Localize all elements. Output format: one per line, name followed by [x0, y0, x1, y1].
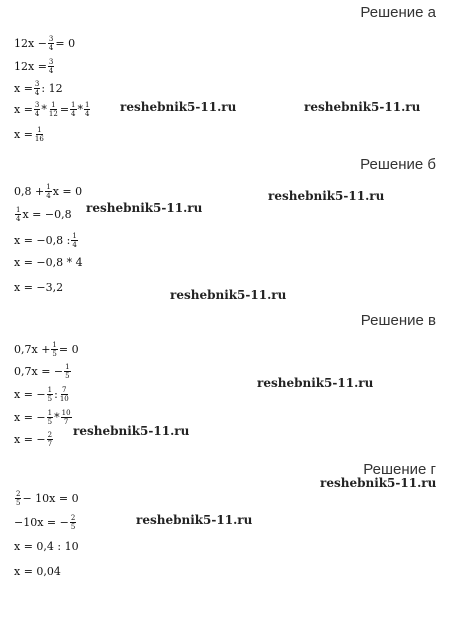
fraction	[47, 409, 53, 426]
equation-text: :	[54, 387, 58, 401]
equation-text: x = −0,8 :	[14, 233, 71, 247]
fraction-denominator: 4	[34, 89, 40, 97]
fraction	[34, 101, 40, 118]
equation-text: *	[77, 102, 83, 116]
equation-line	[14, 514, 77, 531]
equation-text: = 0	[55, 36, 76, 50]
fraction-numerator: 2	[70, 514, 76, 522]
fraction-numerator: 1	[65, 363, 70, 371]
fraction	[34, 80, 40, 97]
fraction-denominator: 4	[71, 110, 76, 118]
equation-text: 12x =	[14, 59, 47, 73]
fraction-denominator: 4	[48, 67, 54, 75]
fraction-denominator: 5	[70, 523, 76, 531]
fraction	[34, 126, 45, 143]
equation-text: x = −	[14, 410, 46, 424]
fraction-numerator: 1	[46, 183, 51, 191]
fraction	[48, 101, 59, 118]
fraction-numerator: 1	[52, 341, 57, 349]
watermark-text: reshebnik5-11.ru	[304, 100, 421, 114]
equation-text: x =	[14, 102, 33, 116]
equation-text: x = −3,2	[14, 281, 64, 294]
equation-line	[14, 58, 55, 75]
fraction	[51, 341, 57, 358]
fraction-denominator: 5	[47, 395, 53, 403]
equation-line	[14, 126, 46, 143]
watermark-text: reshebnik5-11.ru	[170, 288, 287, 302]
watermark-text: reshebnik5-11.ru	[86, 201, 203, 215]
fraction-denominator: 4	[16, 215, 21, 223]
equation-text: x = −	[14, 387, 46, 401]
fraction-numerator: 1	[85, 101, 90, 109]
fraction	[48, 58, 54, 75]
fraction-numerator: 10	[61, 409, 71, 417]
fraction	[61, 409, 72, 426]
fraction-denominator: 4	[85, 110, 90, 118]
fraction-denominator: 5	[47, 418, 53, 426]
fraction	[70, 514, 76, 531]
fraction-denominator: 12	[48, 110, 58, 118]
equation-line	[14, 35, 75, 52]
watermark-text: reshebnik5-11.ru	[120, 100, 237, 114]
equation-text: x = 0,4 : 10	[14, 540, 79, 553]
equation-line	[14, 363, 72, 380]
fraction-numerator: 1	[16, 206, 21, 214]
fraction-denominator: 4	[48, 44, 54, 52]
equation-text: *	[54, 410, 60, 424]
fraction-numerator: 2	[47, 431, 53, 439]
watermark-text: reshebnik5-11.ru	[268, 189, 385, 203]
fraction	[15, 490, 21, 507]
equation-line	[14, 409, 73, 426]
section-heading-a: Решение а	[360, 4, 436, 21]
fraction	[71, 232, 77, 249]
equation-line	[14, 341, 79, 358]
fraction	[15, 206, 21, 223]
fraction	[64, 363, 70, 380]
equation-line	[14, 431, 54, 448]
fraction	[70, 101, 76, 118]
fraction-numerator: 3	[34, 80, 40, 88]
equation-line	[14, 565, 61, 579]
equation-line	[14, 540, 79, 554]
equation-text: − 10x = 0	[22, 491, 79, 505]
equation-text: =	[59, 102, 70, 116]
equation-line	[14, 256, 83, 270]
fraction	[47, 386, 53, 403]
section-heading-g: Решение г	[363, 461, 436, 478]
section-heading-b: Решение б	[360, 156, 436, 173]
fraction	[59, 386, 70, 403]
equation-text: x = −0,8	[22, 207, 72, 221]
equation-text: x = −	[14, 432, 46, 446]
fraction-numerator: 1	[47, 409, 53, 417]
fraction-numerator: 2	[16, 490, 21, 498]
equation-text: *	[41, 102, 47, 116]
fraction-denominator: 16	[34, 135, 44, 143]
equation-text: x =	[14, 81, 33, 95]
watermark-text: reshebnik5-11.ru	[320, 476, 437, 490]
fraction	[84, 101, 90, 118]
fraction-denominator: 5	[52, 350, 57, 358]
fraction-denominator: 5	[65, 372, 70, 380]
fraction-denominator: 7	[47, 440, 53, 448]
equation-text: x = −0,8 * 4	[14, 256, 83, 269]
fraction	[47, 431, 53, 448]
equation-line	[14, 183, 82, 200]
fraction-numerator: 3	[48, 58, 54, 66]
equation-line	[14, 232, 79, 249]
equation-text: 0,8 +	[14, 184, 45, 198]
fraction-denominator: 7	[63, 418, 69, 426]
equation-line	[14, 490, 79, 507]
equation-text: x = 0,04	[14, 565, 61, 578]
fraction-denominator: 4	[72, 241, 77, 249]
fraction-numerator: 7	[62, 386, 67, 394]
equation-text: x =	[14, 127, 33, 141]
equation-line	[14, 80, 63, 97]
equation-text: 0,7x +	[14, 342, 51, 356]
fraction-numerator: 3	[34, 101, 40, 109]
fraction-denominator: 4	[46, 192, 51, 200]
watermark-text: reshebnik5-11.ru	[136, 513, 253, 527]
equation-line	[14, 101, 91, 118]
fraction	[48, 35, 54, 52]
equation-text: 12x −	[14, 36, 47, 50]
section-heading-v: Решение в	[360, 312, 436, 329]
fraction-numerator: 1	[47, 386, 53, 394]
equation-line	[14, 206, 72, 223]
fraction-numerator: 1	[72, 232, 77, 240]
equation-text: −10x = −	[14, 515, 69, 529]
equation-text: 0,7x = −	[14, 364, 64, 378]
fraction-denominator: 10	[59, 395, 69, 403]
fraction-numerator: 3	[48, 35, 54, 43]
watermark-text: reshebnik5-11.ru	[73, 424, 190, 438]
equation-text: x = 0	[52, 184, 83, 198]
equation-text: : 12	[41, 81, 63, 95]
equation-line	[14, 386, 71, 403]
fraction-denominator: 5	[16, 499, 21, 507]
fraction-numerator: 1	[51, 101, 56, 109]
fraction	[45, 183, 51, 200]
fraction-numerator: 1	[37, 126, 42, 134]
equation-line	[14, 281, 63, 295]
fraction-denominator: 4	[34, 110, 40, 118]
equation-text: = 0	[58, 342, 79, 356]
fraction-numerator: 1	[71, 101, 76, 109]
watermark-text: reshebnik5-11.ru	[257, 376, 374, 390]
